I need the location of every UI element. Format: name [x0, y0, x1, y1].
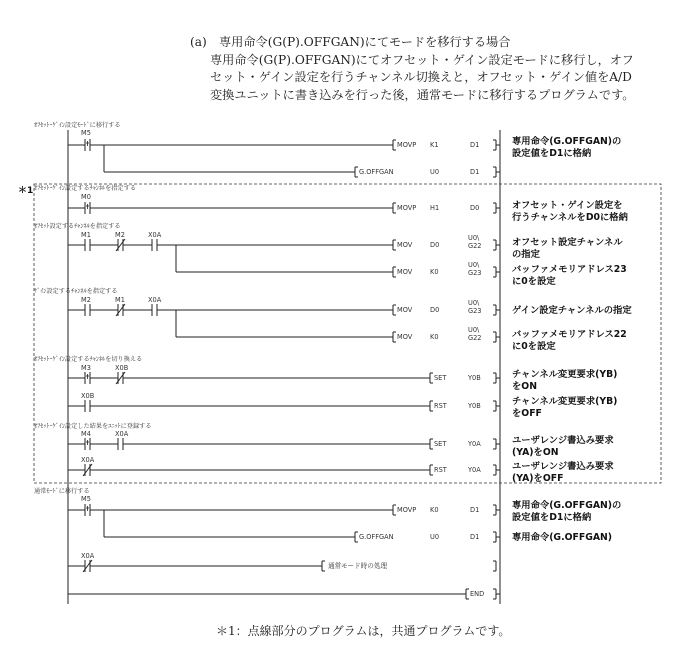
rung-comment: に0を設定 — [512, 276, 556, 287]
instruction-operand: U0 — [430, 168, 440, 176]
rung-comment: ゲイン設定チャンネルの指定 — [512, 305, 632, 316]
rung-comment: (YA)をON — [512, 447, 559, 458]
rung-comment: チャンネル変更要求(YB) — [512, 369, 618, 380]
instruction-operand: G23 — [468, 269, 482, 277]
intro-heading: (a) 専用命令(G(P).OFFGAN)にてモードを移行する場合 — [190, 35, 511, 49]
contact-device: M5 — [81, 495, 91, 503]
instruction-name: RST — [434, 402, 447, 410]
rung — [68, 430, 614, 458]
contact-device: X0B — [115, 364, 129, 372]
rung — [68, 392, 617, 419]
contact-device: X0A — [148, 231, 162, 239]
instruction-operand: U0\ — [468, 234, 480, 242]
instruction-operand: U0\ — [468, 326, 480, 334]
instruction-operand: H1 — [430, 204, 440, 212]
rung-comment: チャンネル変更要求(YB) — [512, 396, 618, 407]
instruction-name: RST — [434, 466, 447, 474]
rung — [176, 245, 627, 287]
rung — [68, 296, 632, 316]
instruction-operand: G22 — [468, 334, 482, 342]
section-title: ｵﾌｾｯﾄ･ｹﾞｲﾝ設定ﾓｰﾄﾞに移行する — [34, 122, 121, 129]
contact-device: X0A — [115, 430, 129, 438]
instruction-operand: K1 — [430, 141, 439, 149]
instruction-operand: K0 — [430, 268, 439, 276]
instruction-operand: D1 — [470, 506, 480, 514]
section-title: 通常ﾓｰﾄﾞに移行する — [34, 488, 90, 495]
instruction-operand: D1 — [470, 168, 480, 176]
section-title: ｵﾌｾｯﾄ設定するﾁｬﾝﾈﾙを指定する — [34, 223, 121, 230]
instruction-operand: K0 — [430, 333, 439, 341]
instruction-name: SET — [434, 440, 447, 448]
rung-comment: 専用命令(G.OFFGAN)の — [512, 500, 622, 511]
rung-comment: 設定値をD1に格納 — [512, 148, 592, 159]
contact-device: X0A — [148, 296, 162, 304]
instruction-name: MOVP — [397, 141, 417, 149]
contact-device: M1 — [115, 296, 125, 304]
instruction-operand: D0 — [470, 204, 480, 212]
contact-device: M3 — [81, 364, 91, 372]
intro-line: 変換ユニットに書き込みを行った後，通常モードに移行するプログラムです。 — [210, 87, 635, 102]
section-title: ｵﾌｾｯﾄ･ｹﾞｲﾝ設定するﾁｬﾝﾈﾙを切り換える — [34, 356, 143, 363]
rung — [68, 456, 614, 484]
instruction-operand: D0 — [430, 241, 440, 249]
instruction-operand: Y0A — [468, 466, 481, 474]
footnote: ＊1：点線部分のプログラムは，共通プログラムです。 — [216, 624, 511, 638]
instruction-operand: D0 — [430, 306, 440, 314]
instruction-name: 通常モード時の処理 — [328, 562, 388, 570]
rung-comment: に0を設定 — [512, 341, 556, 352]
instruction-operand: Y0B — [468, 402, 481, 410]
rung-comment: ユーザレンジ書込み要求 — [512, 435, 614, 446]
rung-comment: の指定 — [512, 249, 540, 260]
section-title: ｵﾌｾｯﾄ･ｹﾞｲﾝ設定するﾁｬﾝﾈﾙを指定する — [34, 185, 137, 192]
instruction-operand: Y0B — [468, 374, 481, 382]
instruction-operand: K0 — [430, 506, 439, 514]
instruction-operand: D1 — [470, 141, 480, 149]
contact-device: X0B — [81, 392, 95, 400]
rung-comment: オフセット設定チャンネル — [512, 237, 623, 248]
intro-line: セット・ゲイン設定を行うチャンネル切換えと，オフセット・ゲイン値をA/D — [210, 70, 632, 85]
instruction-name: G.OFFGAN — [359, 533, 394, 541]
rung-comment: 設定値をD1に格納 — [512, 512, 592, 523]
instruction-operand: G23 — [468, 307, 482, 315]
contact-device: M2 — [115, 231, 125, 239]
rung — [68, 495, 621, 523]
rung-comment: バッファメモリアドレス23 — [512, 264, 627, 275]
instruction-name: MOVP — [397, 204, 417, 212]
section-title: ｹﾞｲﾝ設定するﾁｬﾝﾈﾙを指定する — [34, 288, 118, 295]
contact-device: X0A — [81, 456, 95, 464]
instruction-operand: U0\ — [468, 261, 480, 269]
instruction-name: SET — [434, 374, 447, 382]
rung — [68, 589, 500, 599]
rung — [68, 231, 623, 260]
rung — [68, 129, 621, 159]
rung — [68, 552, 496, 572]
contact-device: M5 — [81, 129, 91, 137]
instruction-operand: Y0A — [468, 440, 481, 448]
rung-comment: をON — [512, 381, 537, 392]
rung — [68, 193, 629, 223]
rung-comment: ユーザレンジ書込み要求 — [512, 461, 614, 472]
rung-comment: (YA)をOFF — [512, 473, 564, 484]
instruction-name: END — [470, 590, 485, 598]
rung-comment: バッファメモリアドレス22 — [512, 329, 627, 340]
rung-comment: 専用命令(G.OFFGAN) — [512, 532, 613, 543]
contact-device: M2 — [81, 296, 91, 304]
intro-line: 専用命令(G(P).OFFGAN)にてオフセット・ゲイン設定モードに移行し，オフ — [210, 52, 634, 67]
instruction-operand: U0\ — [468, 299, 480, 307]
instruction-name: MOV — [397, 333, 413, 341]
instruction-name: MOV — [397, 306, 413, 314]
instruction-operand: G22 — [468, 242, 482, 250]
contact-device: M1 — [81, 231, 91, 239]
rung — [68, 364, 617, 392]
section-title: ｵﾌｾｯﾄ･ｹﾞｲﾝ設定した結果をﾕﾆｯﾄに登録する — [34, 423, 152, 430]
rung-comment: オフセット・ゲイン設定を — [512, 200, 623, 211]
contact-device: M4 — [81, 430, 91, 438]
rung-comment: 行うチャンネルをD0に格納 — [512, 212, 628, 223]
contact-device: M0 — [81, 193, 91, 201]
rung — [104, 145, 500, 177]
instruction-name: G.OFFGAN — [359, 168, 394, 176]
contact-pulse — [85, 139, 90, 151]
instruction-operand: D1 — [470, 533, 480, 541]
instruction-operand: U0 — [430, 533, 440, 541]
rung — [176, 310, 627, 352]
rung-comment: 専用命令(G.OFFGAN)の — [512, 136, 622, 147]
instruction-name: MOVP — [397, 506, 417, 514]
rung-comment: をOFF — [512, 408, 542, 419]
contact-device: X0A — [81, 552, 95, 560]
instruction-name: MOV — [397, 241, 413, 249]
instruction-name: MOV — [397, 268, 413, 276]
common-program-marker: ＊1 — [18, 186, 34, 196]
